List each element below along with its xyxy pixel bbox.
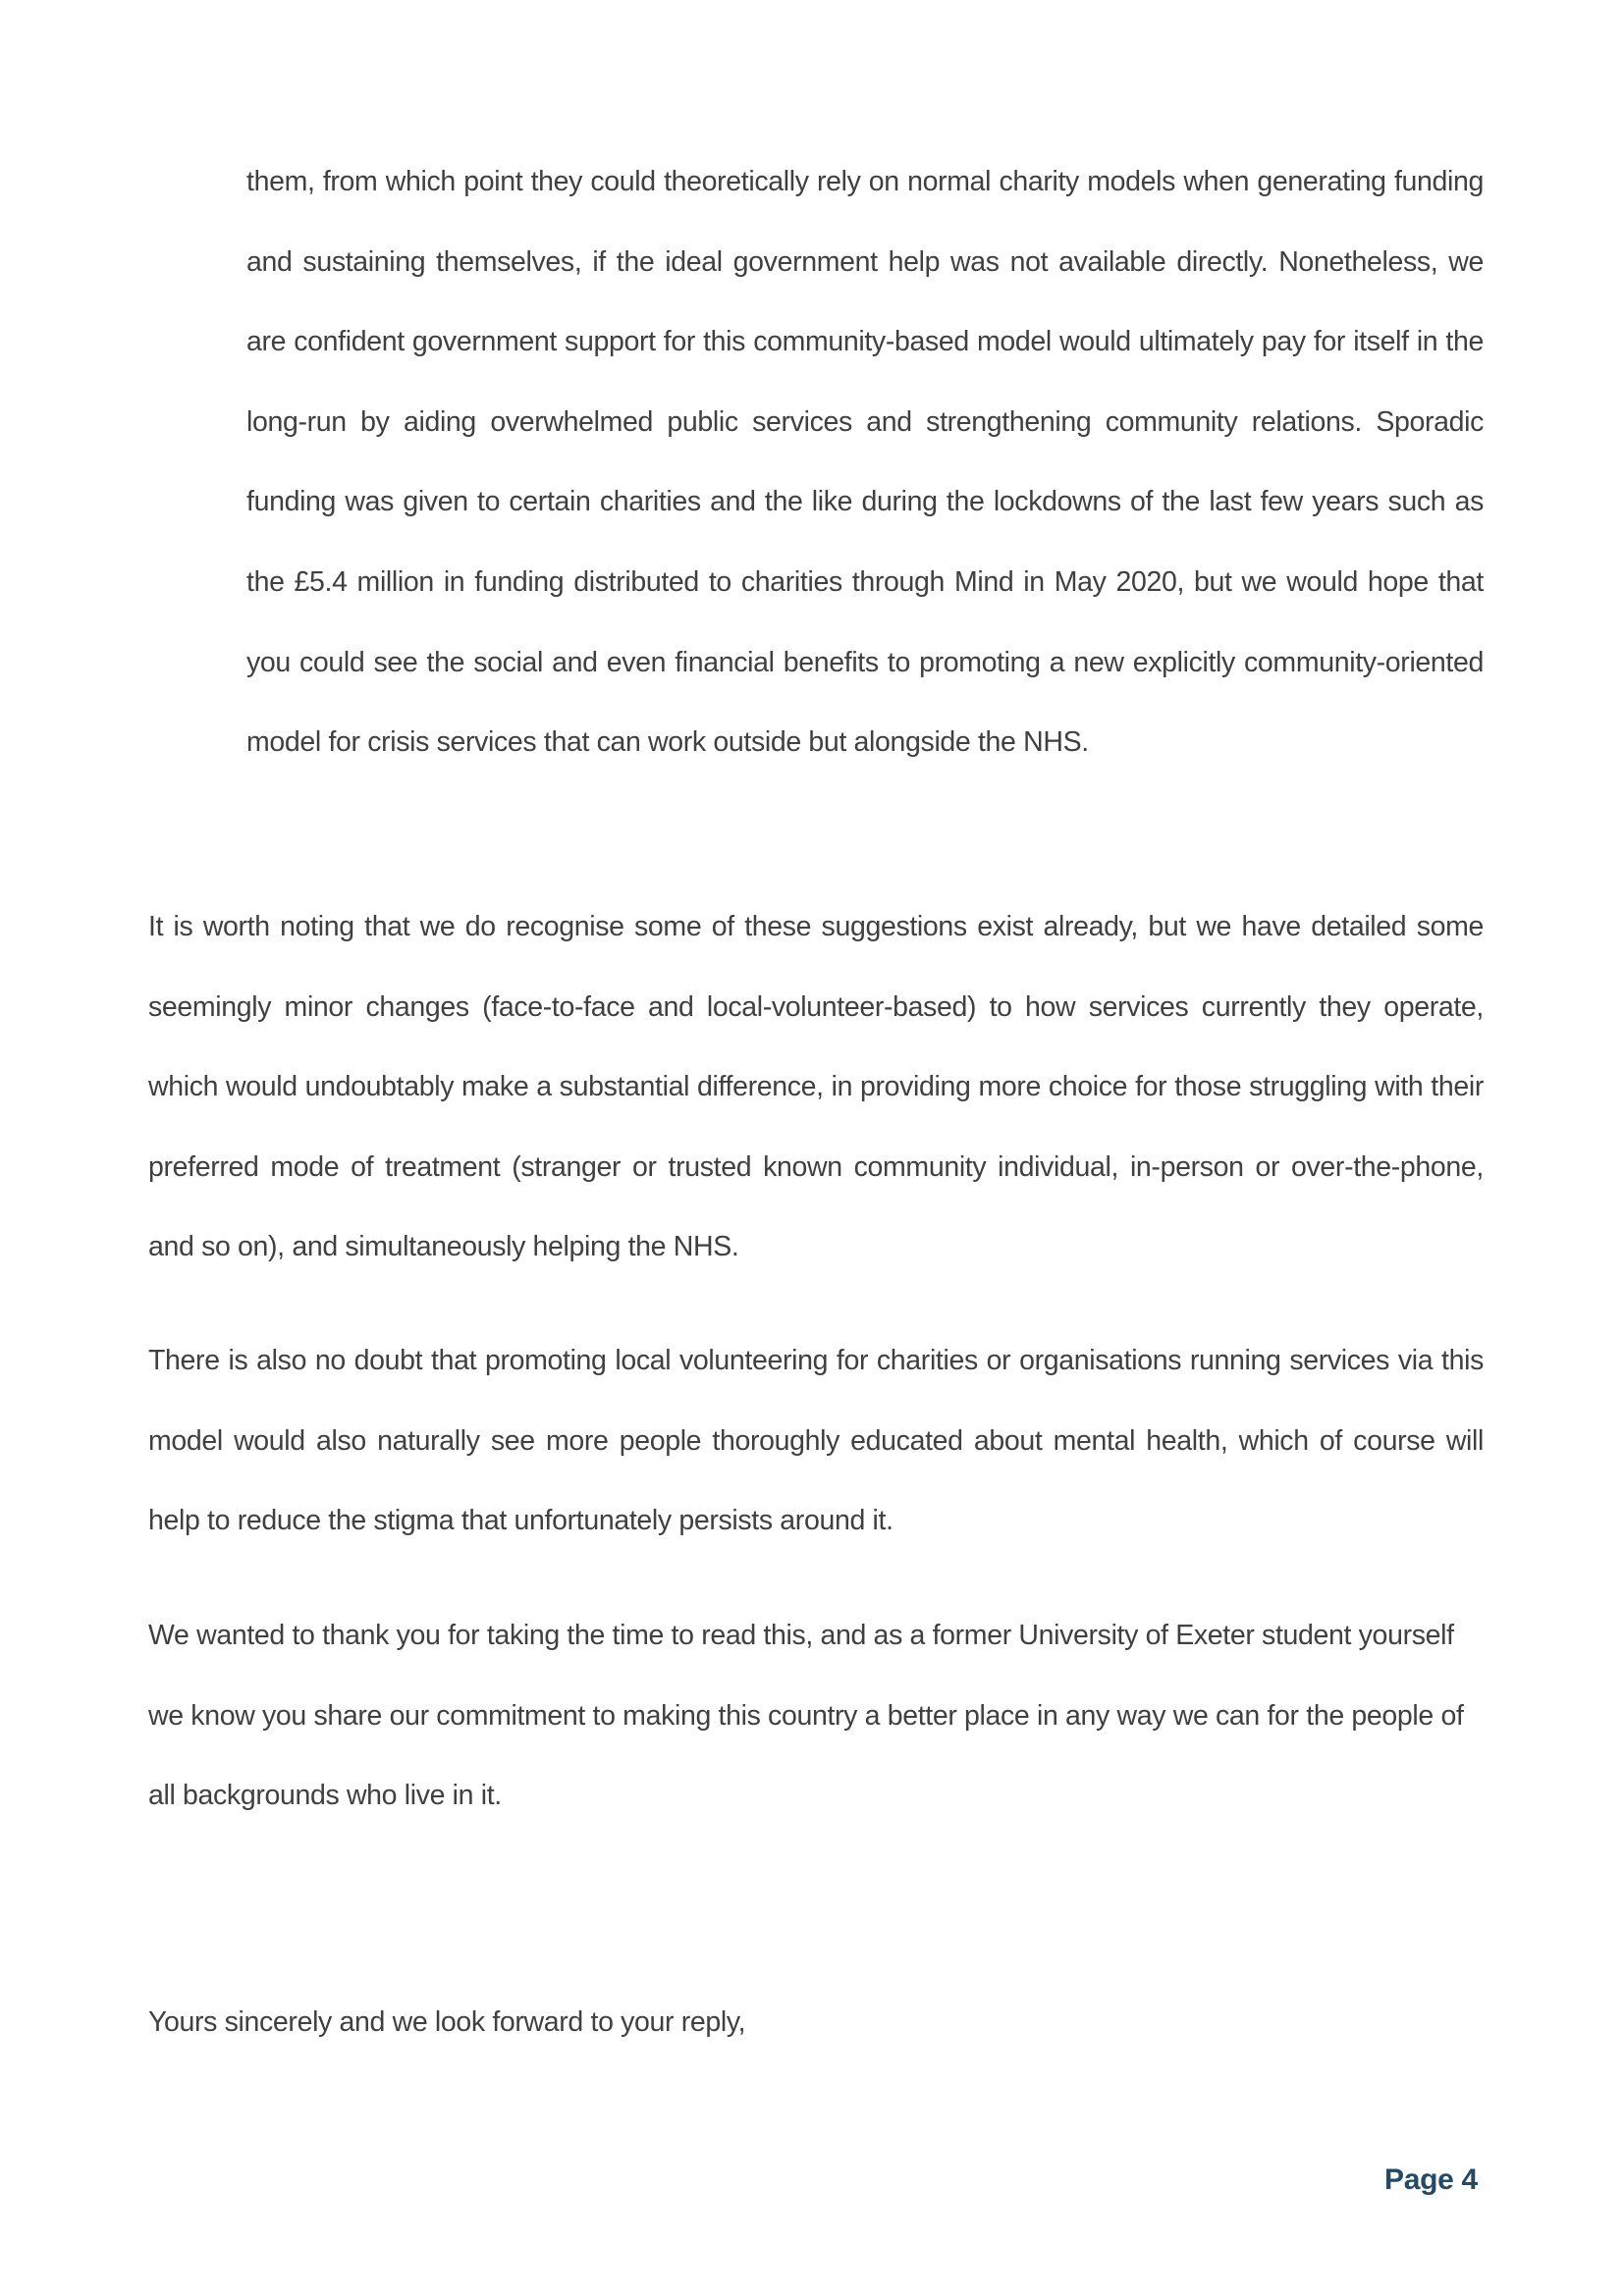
paragraph-local-volunteering: There is also no doubt that promoting local volunteering for charities or organisations running services via this model would also naturally see more people thoroughly educated about mental health, which of course will help to reduce the stigma that unfortunately persists around it. [148, 1345, 1484, 1537]
closing-line: Yours sincerely and we look forward to your reply, [148, 2006, 746, 2038]
paragraph-thanks: We wanted to thank you for taking the time to read this, and as a former University of Exeter student yourself we know you share our commitment to making this country a better place in any way we can for the people of all backgrounds who live in it. [148, 1620, 1464, 1812]
page-number: Page 4 [1384, 2163, 1478, 2196]
paragraph-recognise-suggestions: It is worth noting that we do recognise some of these suggestions exist already, but we have detailed some seemingly minor changes (face-to-face and local-volunteer-based) to how services currently they operate, which would undoubtably make a substantial difference, in providing more choice for those struggling with their preferred mode of treatment (stranger or trusted known community individual, in-person or over-the-phone, and so on), and simultaneously helping the NHS. [148, 911, 1484, 1263]
indented-paragraph: them, from which point they could theoretically rely on normal charity models when generating funding and sustaining themselves, if the ideal government help was not available directly. Nonetheless, we are confident government support for this community-based model would ultimately pay for itself in the long-run by aiding overwhelmed public services and strengthening community relations. Sporadic funding was given to certain charities and the like during the lockdowns of the last few years such as the £5.4 million in funding distributed to charities through Mind in May 2020, but we would hope that you could see the social and even financial benefits to promoting a new explicitly community-oriented model for crisis services that can work outside but alongside the NHS. [246, 166, 1484, 759]
